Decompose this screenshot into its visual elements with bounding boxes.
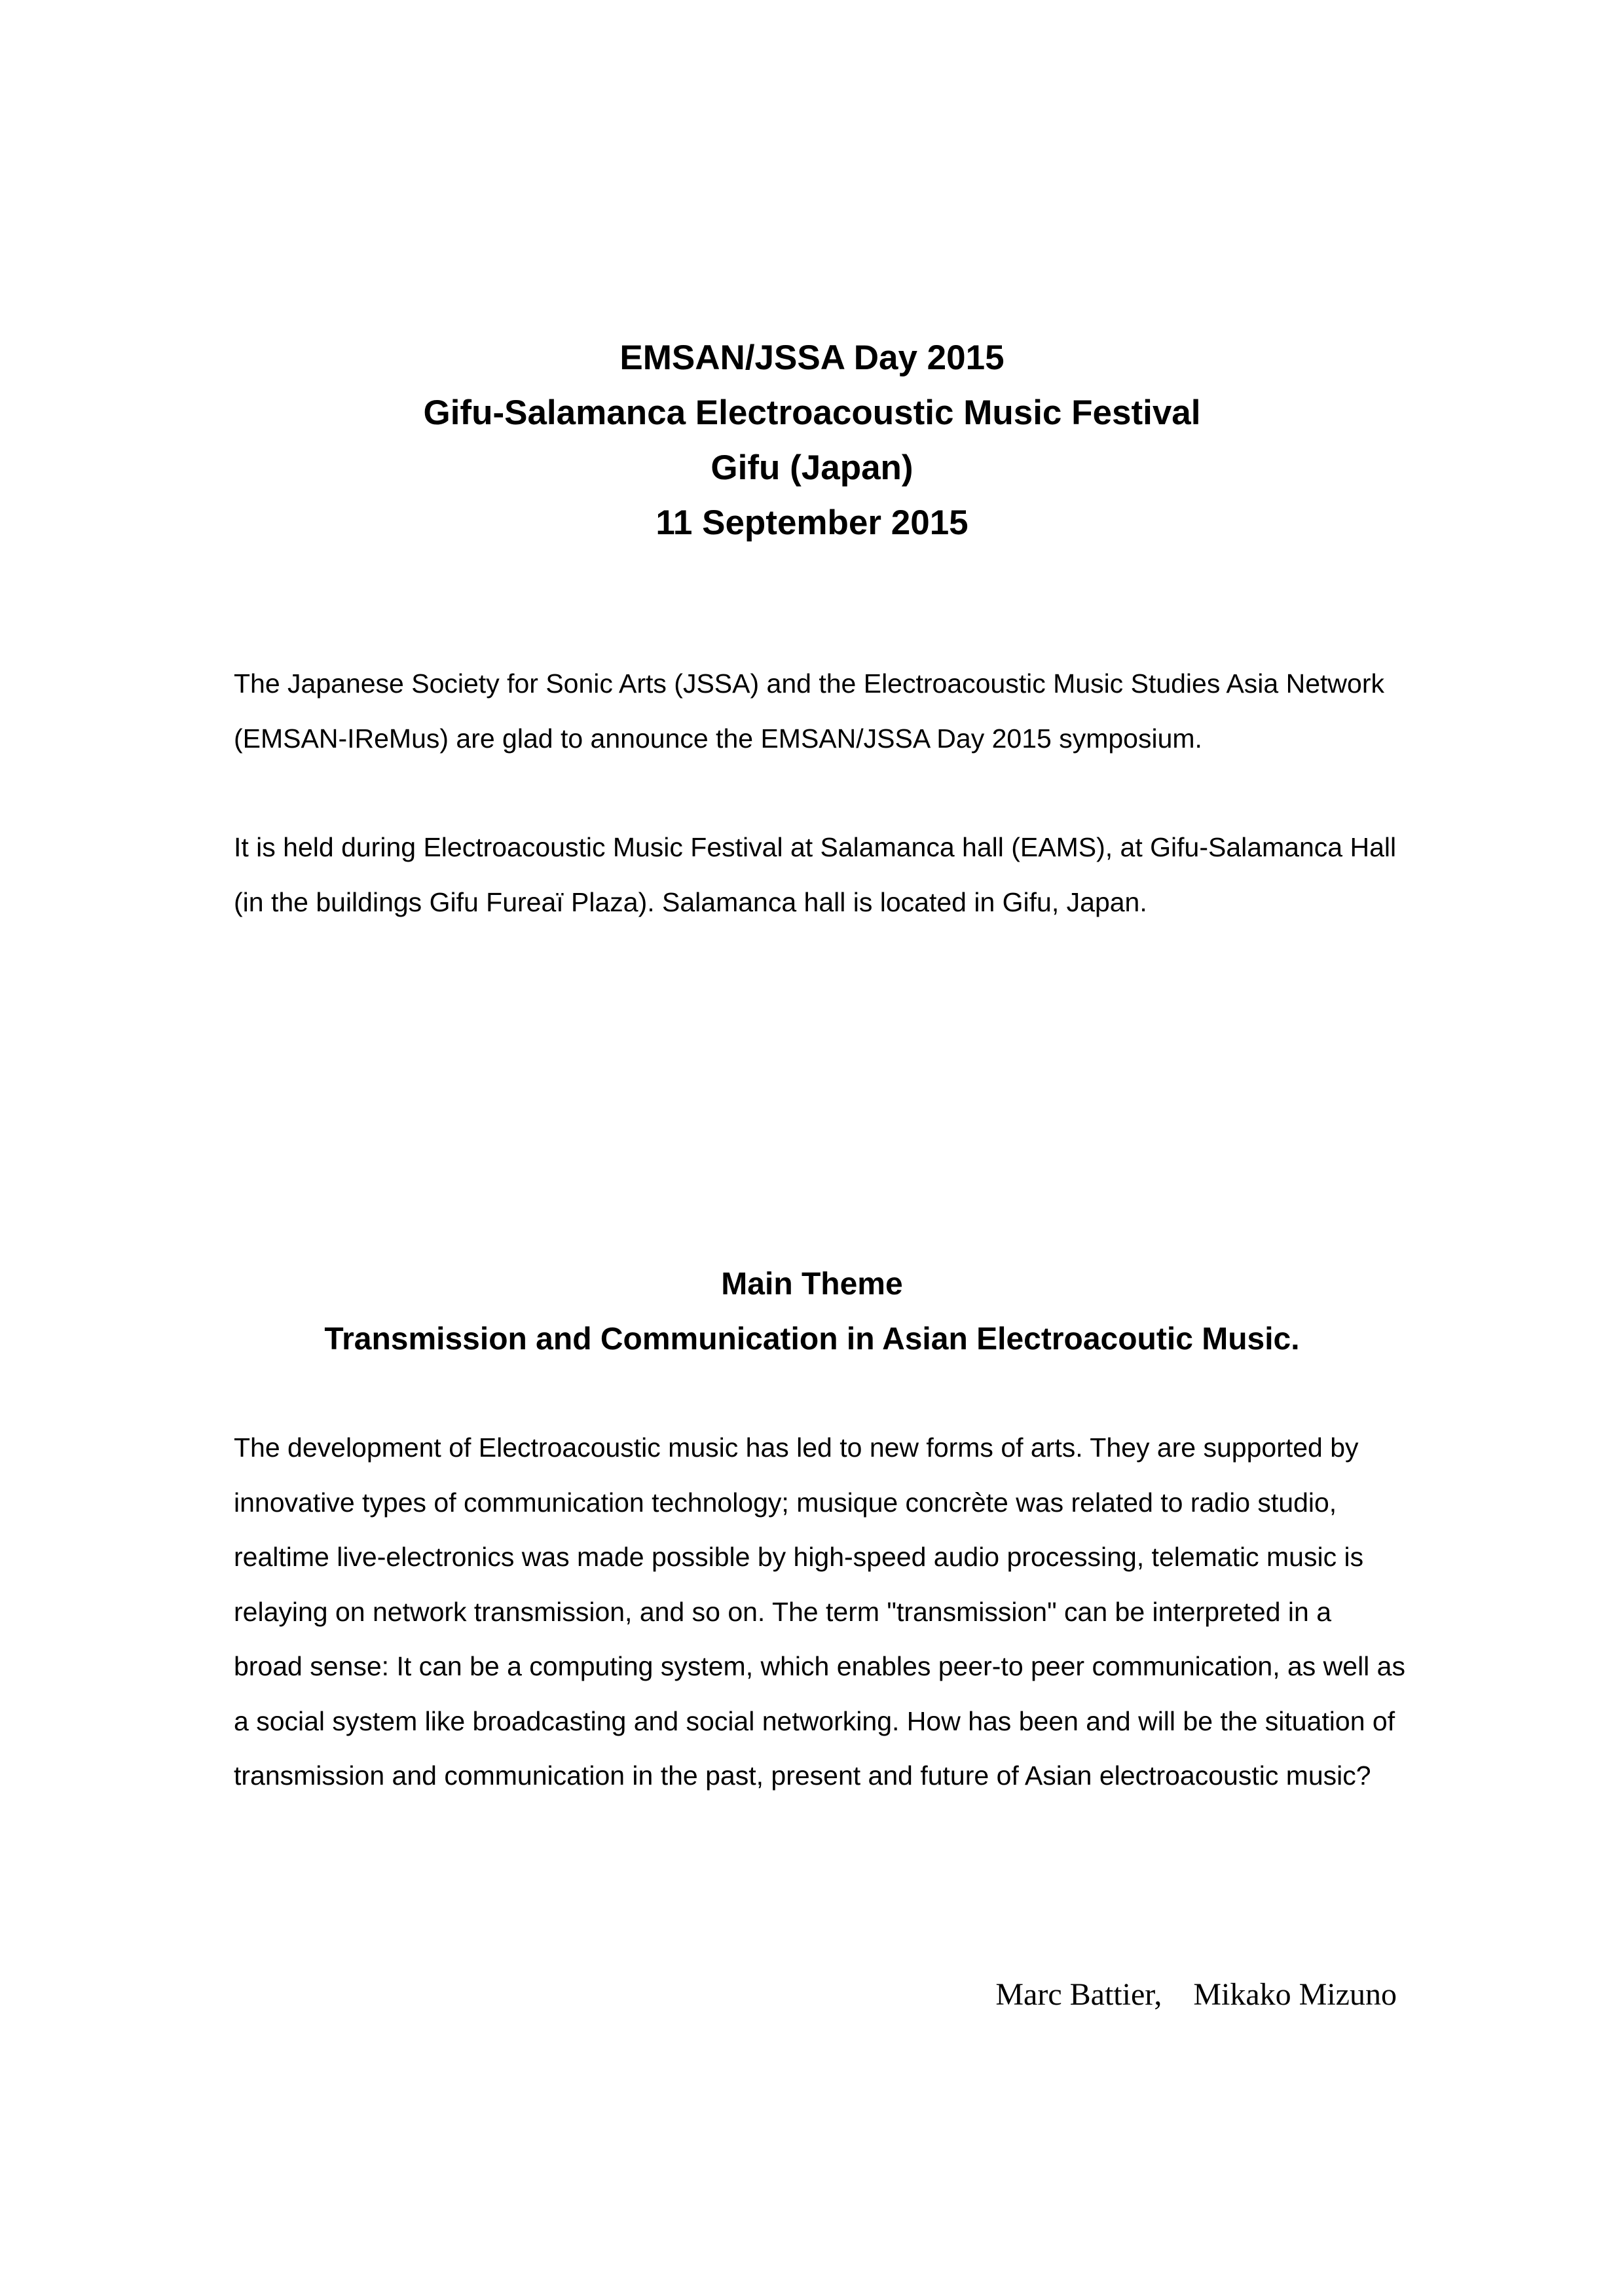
theme-body-paragraph: The development of Electroacoustic music has led to new forms of arts. They are supported by innovative types of communication technology; musique concrète was related to radio studio, realtime live-electronics was made possible by high-speed audio processing, telematic music is relaying on network transmission, and so on. The term "transmission" can be interpreted in a broad sense: It can be a computing system, which enables peer-to peer communication, as well as a social system like broadcasting and social networking. How has been and will be the situation of transmission and communication in the past, present and future of Asian electroacoustic music? <box>234 1432 1405 1791</box>
theme-heading: Main Theme <box>721 1267 903 1302</box>
theme-heading-block <box>0 1257 1624 1367</box>
signature-authors: Marc Battier, Mikako Mizuno <box>995 1977 1397 2012</box>
event-title: EMSAN/JSSA Day 2015 <box>619 338 1005 377</box>
event-date: 11 September 2015 <box>655 503 969 542</box>
festival-name: Gifu-Salamanca Electroacoustic Music Festival <box>423 393 1201 432</box>
event-location: Gifu (Japan) <box>710 448 913 487</box>
document-title-block <box>0 331 1624 551</box>
intro-paragraph-venue: It is held during Electroacoustic Music Festival at Salamanca hall (EAMS), at Gifu-Salamanca Hall (in the buildings Gifu Fureaï Plaza). Salamanca hall is located in Gifu, Japan. <box>234 832 1397 917</box>
intro-paragraph-announcement: The Japanese Society for Sonic Arts (JSSA) and the Electroacoustic Music Studies Asia Network (EMSAN-IReMus) are glad to announce the EMSAN/JSSA Day 2015 symposium. <box>234 668 1384 754</box>
theme-subtitle: Transmission and Communication in Asian Electroacoutic Music. <box>324 1322 1300 1357</box>
